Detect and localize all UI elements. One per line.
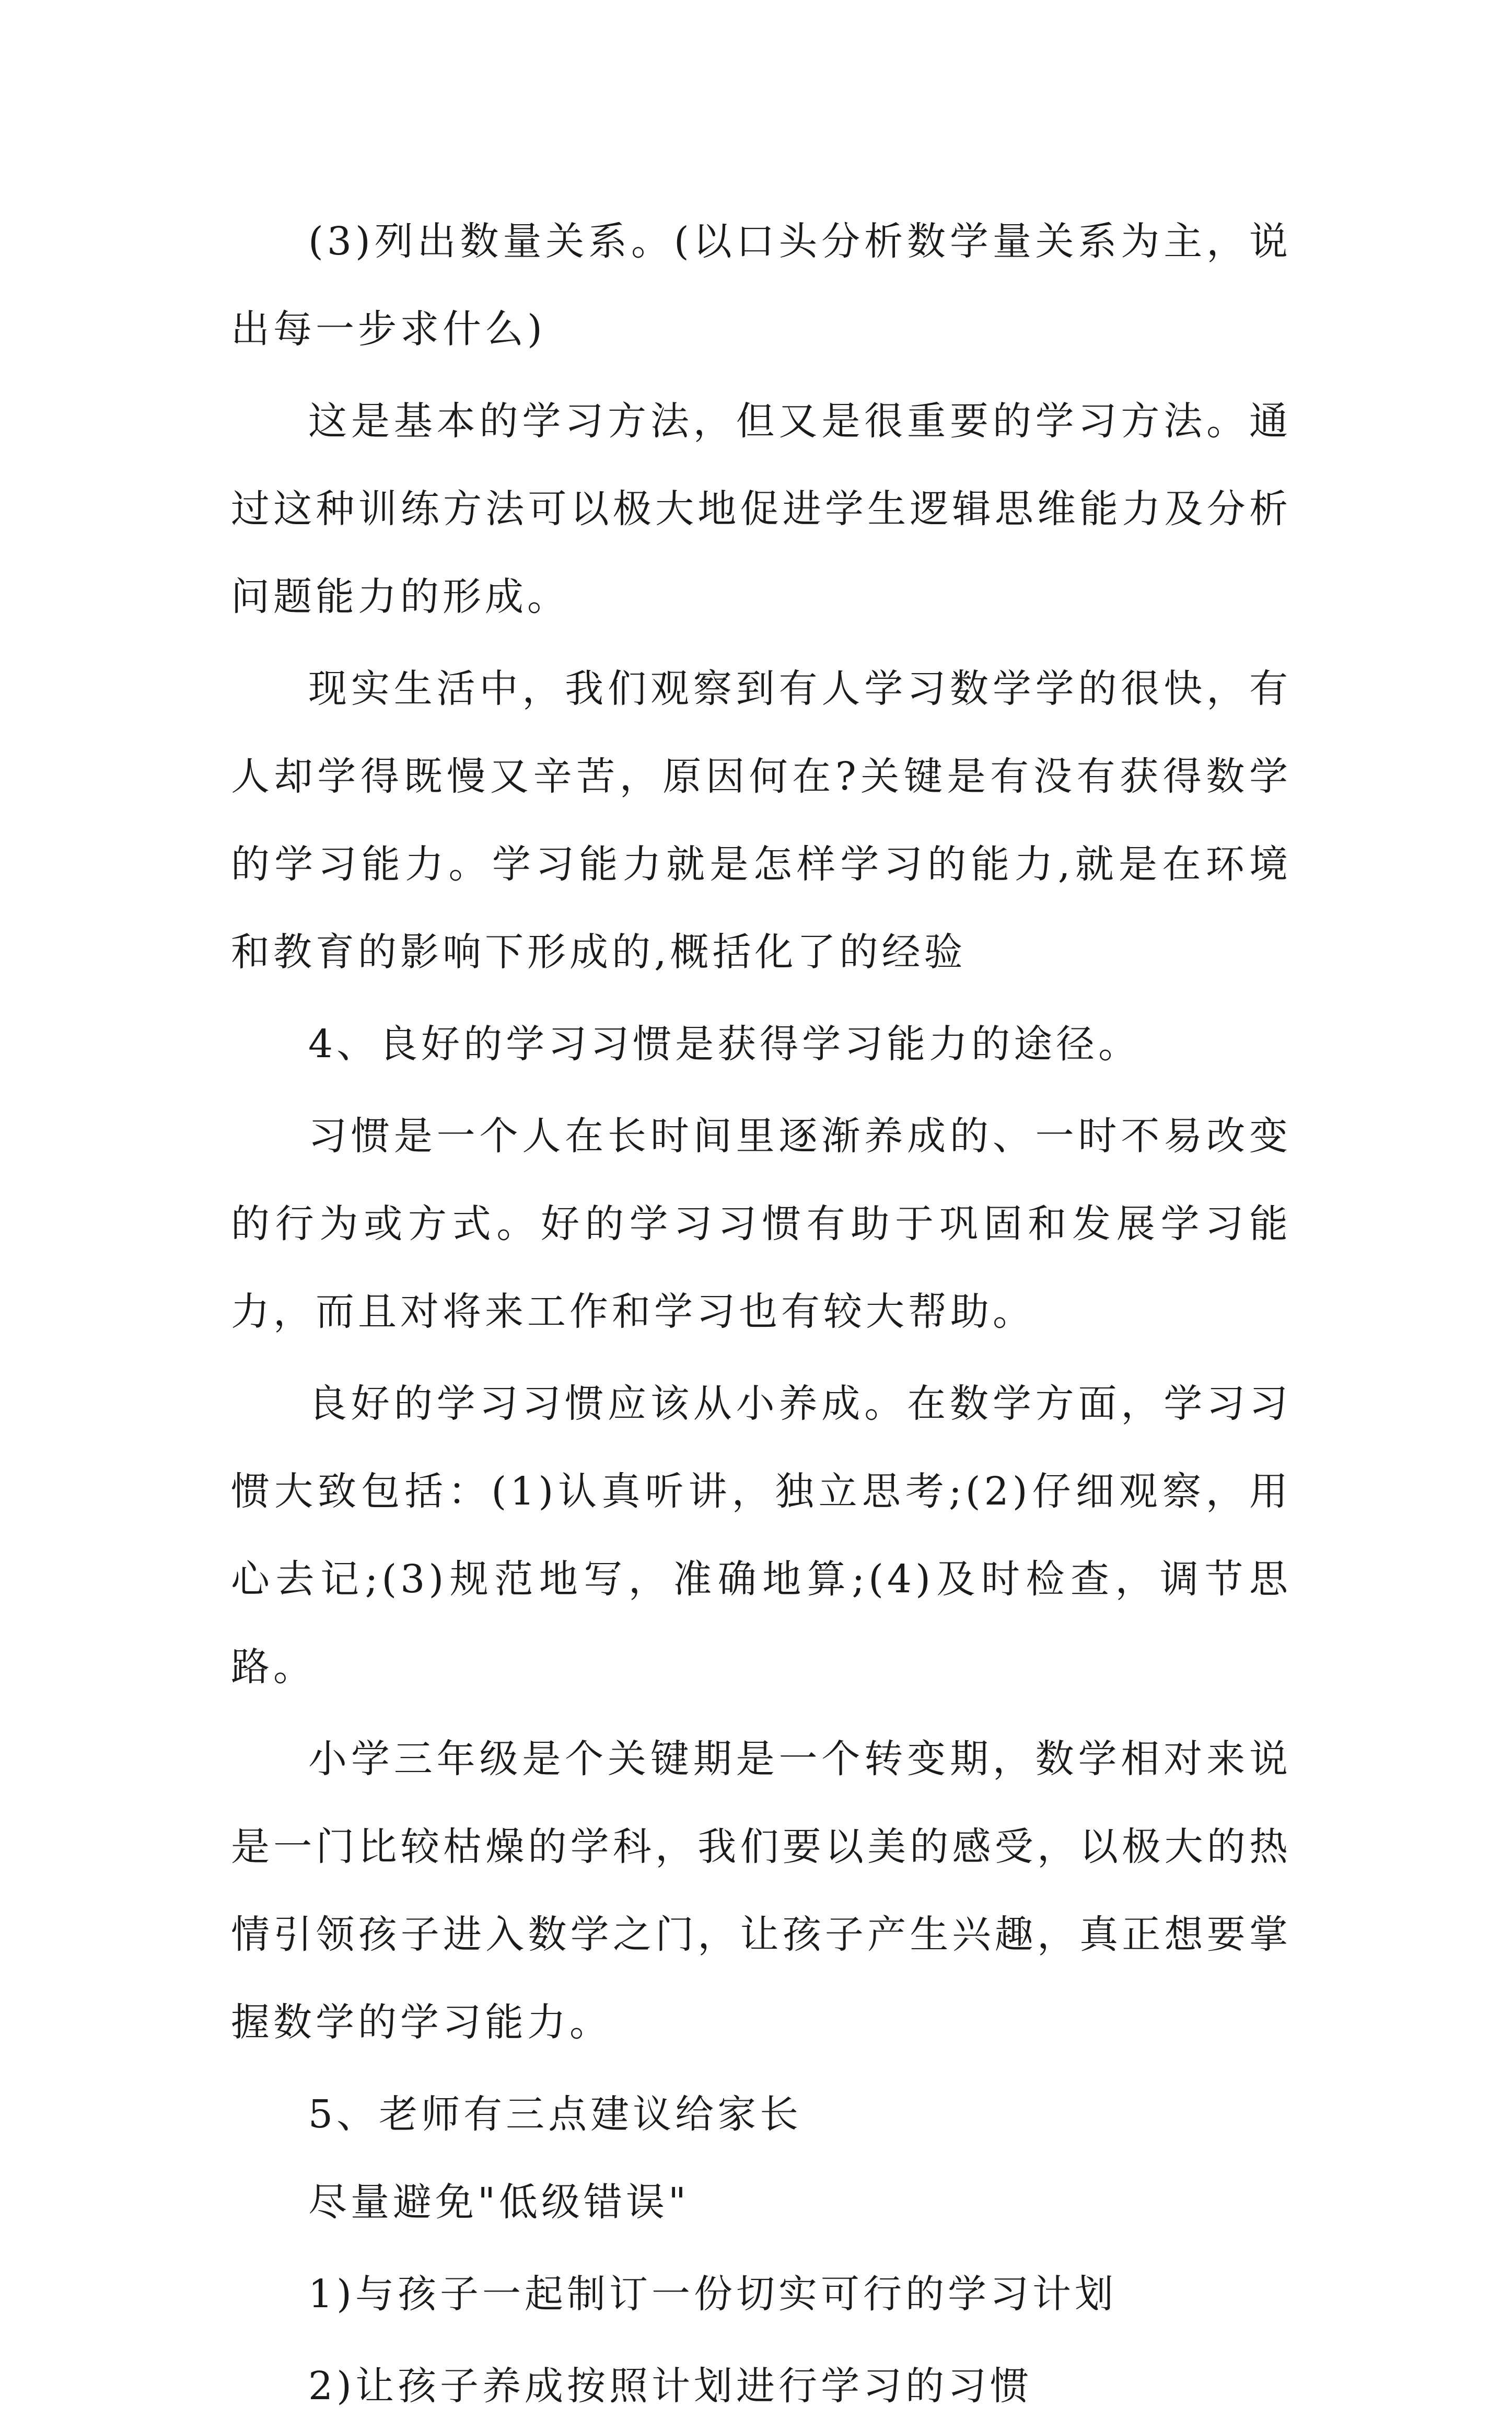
list-item-follow-plan: 2)让孩子养成按照计划进行学习的习惯 [308, 2364, 1032, 2409]
paragraph-grade-three: 小学三年级是个关键期是一个转变期，数学相对来说是一门比较枯燥的学科，我们要以美的感受，以极大的热情引领孩子进入数学之门，让孩子产生兴趣，真正想要掌握数学的学习能力。 [231, 1737, 1292, 2045]
heading-good-habits: 4、良好的学习习惯是获得学习能力的途径。 [308, 1022, 1141, 1067]
paragraph-habit-definition: 习惯是一个人在长时间里逐渐养成的、一时不易改变的行为或方式。好的学习习惯有助于巩固和发展学习能力，而且对将来工作和学习也有较大帮助。 [231, 1114, 1292, 1334]
list-item-study-plan: 1)与孩子一起制订一份切实可行的学习计划 [308, 2272, 1117, 2317]
paragraph-avoid-errors: 尽量避免"低级错误" [308, 2180, 690, 2225]
paragraph-learning-ability: 现实生活中，我们观察到有人学习数学学的很快，有人却学得既慢又辛苦，原因何在?关键是有没有获得数学的学习能力。学习能力就是怎样学习的能力,就是在环境和教育的影响下形成的,概括化了的经验 [231, 666, 1292, 975]
heading-teacher-suggestions: 5、老师有三点建议给家长 [308, 2092, 802, 2137]
paragraph-basic-method: 这是基本的学习方法，但又是很重要的学习方法。通过这种训练方法可以极大地促进学生逻辑思维能力及分析问题能力的形成。 [231, 399, 1292, 619]
paragraph-quantity-relation: (3)列出数量关系。(以口头分析数学量关系为主，说出每一步求什么) [231, 219, 1292, 352]
paragraph-habit-list: 良好的学习习惯应该从小养成。在数学方面，学习习惯大致包括：(1)认真听讲，独立思考;(2)仔细观察，用心去记;(3)规范地写，准确地算;(4)及时检查，调节思路。 [231, 1381, 1292, 1690]
document-body [231, 198, 1292, 2430]
